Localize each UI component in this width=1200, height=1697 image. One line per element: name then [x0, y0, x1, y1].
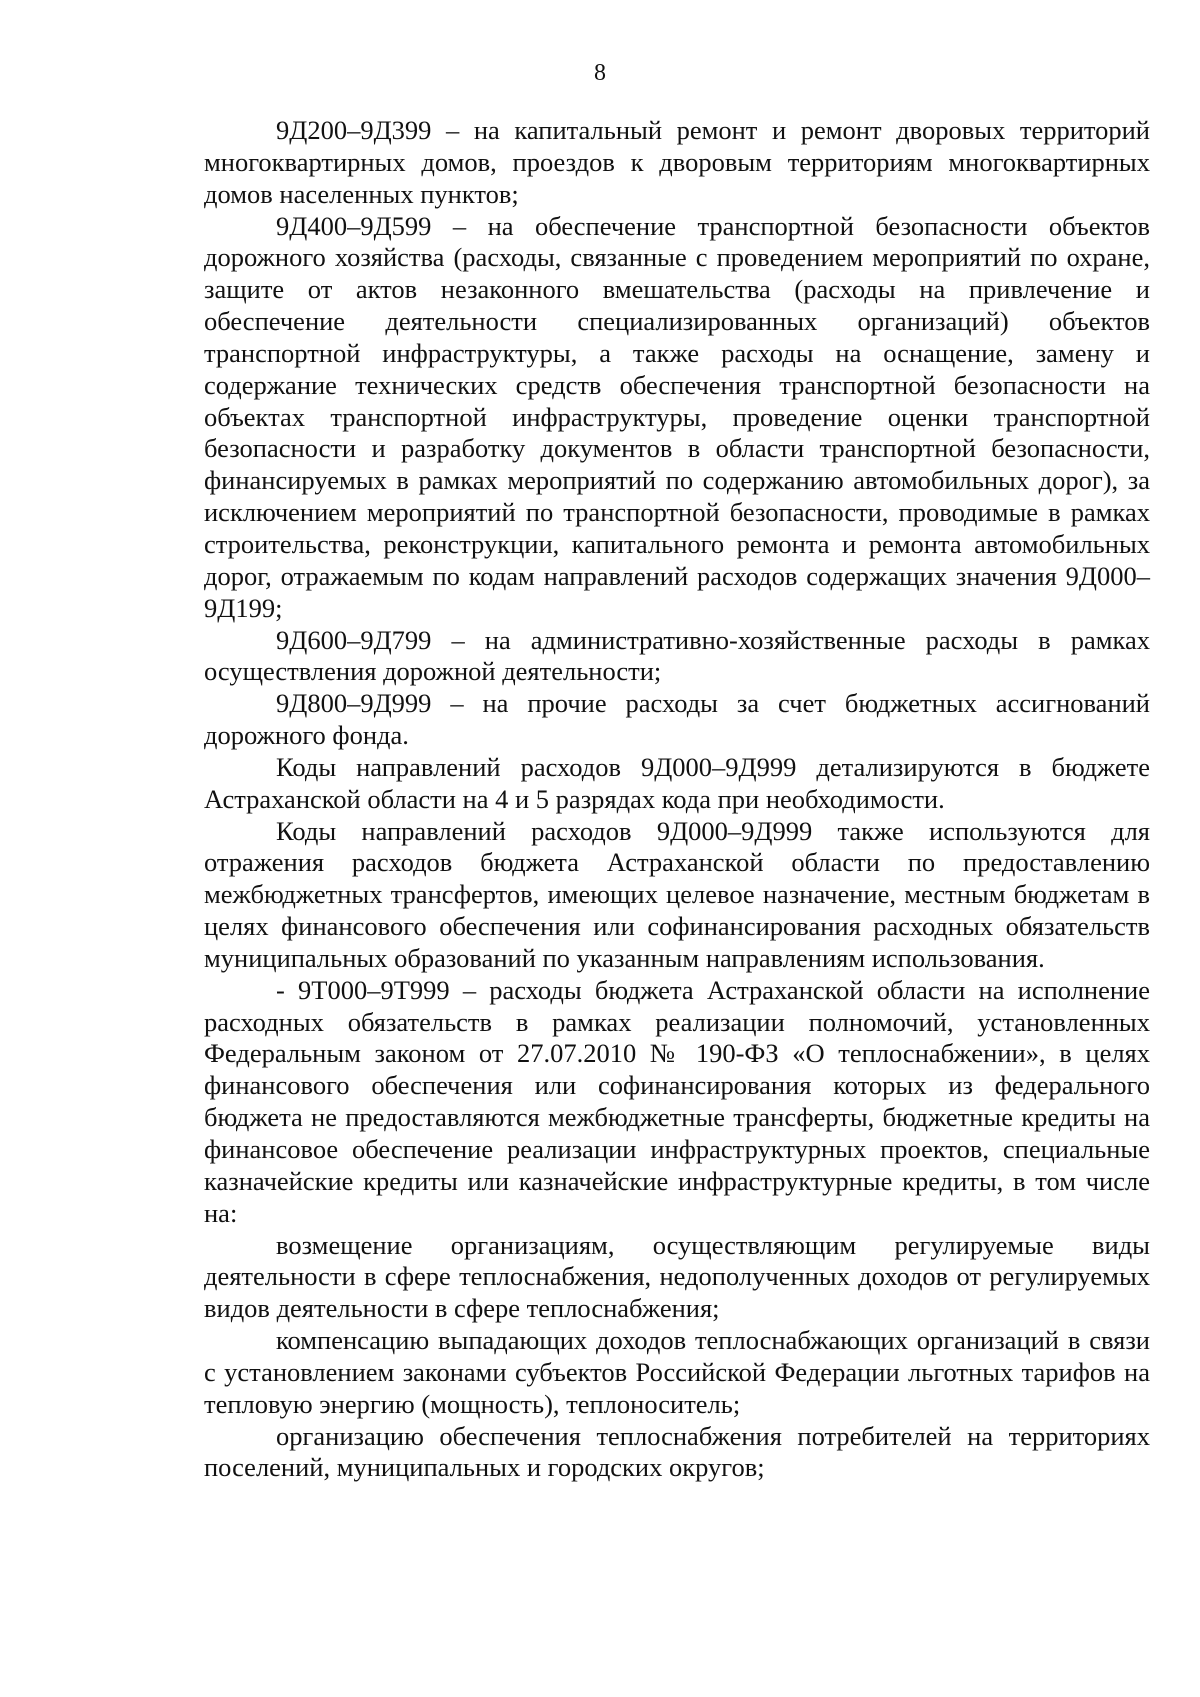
document-body	[204, 115, 1150, 1484]
paragraph-9d800-9d999: 9Д800–9Д999 – на прочие расходы за счет бюджетных ассигнований дорожного фонда.	[204, 688, 1150, 751]
paragraph-codes-transfers: Коды направлений расходов 9Д000–9Д999 также используются для отражения расходов бюджета Астраханской области по предоставлению межбюджетных трансфертов, имеющих целевое назначение, местным бюджетам в целях финансового обеспечения или софинансирования расходных обязательств муниципальных образований по указанным направлениям использования.	[204, 815, 1150, 973]
paragraph-9d400-9d599: 9Д400–9Д599 – на обеспечение транспортной безопасности объектов дорожного хозяйства (расходы, связанные с проведением мероприятий по охране, защите от актов незаконного вмешательства (расходы на привлечение и обеспечение деятельности специализированных организаций) объектов транспортной инфраструктуры, а также расходы на оснащение, замену и содержание технических средств обеспечения транспортной безопасности на объектах транспортной инфраструктуры, проведение оценки транспортной безопасности и разработку документов в области транспортной безопасности, финансируемых в рамках мероприятий по содержанию автомобильных дорог), за исключением мероприятий по транспортной безопасности, проводимые в рамках строительства, реконструкции, капитального ремонта и ремонта автомобильных дорог, отражаемым по кодам направлений расходов содержащих значения 9Д000–9Д199;	[204, 210, 1150, 623]
paragraph-9d200-9d399: 9Д200–9Д399 – на капитальный ремонт и ремонт дворовых территорий многоквартирных домов, проездов к дворовым территориям многоквартирных домов населенных пунктов;	[204, 115, 1150, 209]
paragraph-9t000-9t999: - 9Т000–9Т999 – расходы бюджета Астраханской области на исполнение расходных обязательств в рамках реализации полномочий, установленных Федеральным законом от 27.07.2010 № 190-ФЗ «О теплоснабжении», в целях финансового обеспечения или софинансирования которых из федерального бюджета не предоставляются межбюджетные трансферты, бюджетные кредиты на финансовое обеспечение реализации инфраструктурных проектов, специальные казначейские кредиты или казначейские инфраструктурные кредиты, в том числе на:	[204, 974, 1150, 1228]
paragraph-compensation-lost-income: компенсацию выпадающих доходов теплоснабжающих организаций в связи с установлением законами субъектов Российской Федерации льготных тарифов на тепловую энергию (мощность), теплоноситель;	[204, 1325, 1150, 1419]
paragraph-compensation-regulated: возмещение организациям, осуществляющим регулируемые виды деятельности в сфере теплоснабжения, недополученных доходов от регулируемых видов деятельности в сфере теплоснабжения;	[204, 1229, 1150, 1324]
paragraph-heat-supply-organization: организацию обеспечения теплоснабжения потребителей на территориях поселений, муниципальных и городских округов;	[204, 1420, 1150, 1483]
paragraph-9d600-9d799: 9Д600–9Д799 – на административно-хозяйственные расходы в рамках осуществления дорожной деятельности;	[204, 624, 1150, 687]
page-number: 8	[594, 60, 606, 86]
paragraph-codes-detail: Коды направлений расходов 9Д000–9Д999 детализируются в бюджете Астраханской области на 4 и 5 разрядах кода при необходимости.	[204, 751, 1150, 814]
